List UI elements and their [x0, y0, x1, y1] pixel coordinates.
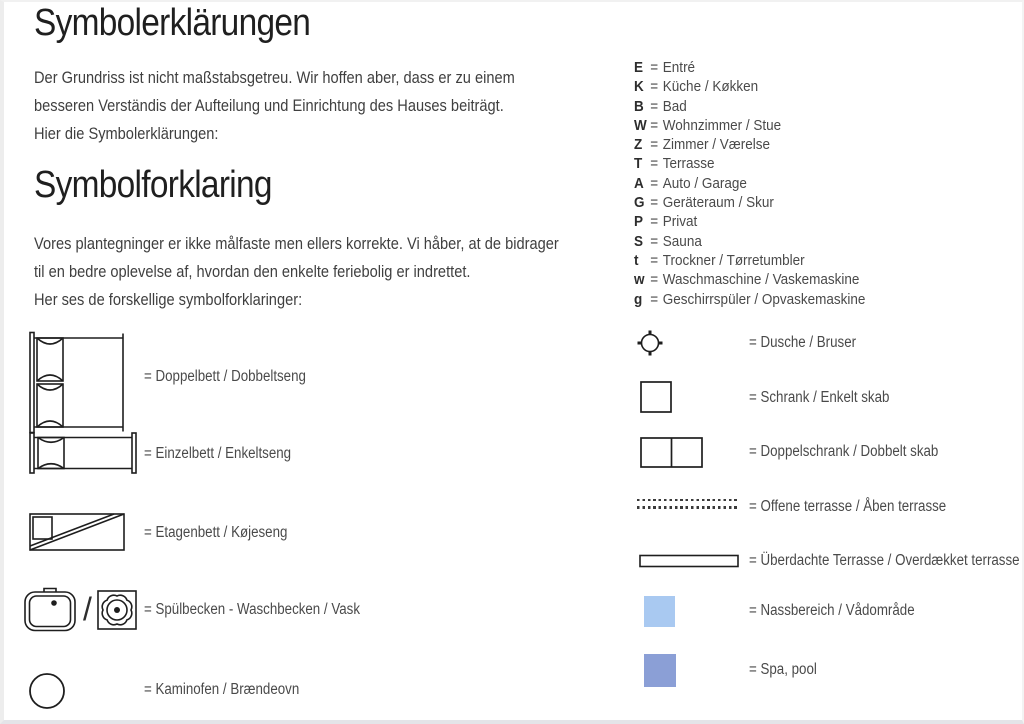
- legend-label: = Kaminofen / Brændeovn: [144, 681, 300, 698]
- equals-sign: =: [650, 194, 659, 212]
- abbreviation-letter: t: [634, 251, 639, 269]
- bunk-bed-icon: [29, 513, 125, 556]
- abbreviation-row: [634, 117, 865, 136]
- legend-label: = Doppelbett / Dobbeltseng: [144, 368, 306, 385]
- legend-label: = Einzelbett / Enkeltseng: [144, 445, 292, 462]
- abbreviation-row: [634, 78, 865, 97]
- equals-sign: =: [650, 97, 659, 115]
- danish-title: Symbolforklaring: [34, 164, 272, 206]
- equals-sign: =: [650, 232, 659, 250]
- covered-terrace-icon: [639, 554, 739, 573]
- abbreviation-desc: Küche / Køkken: [662, 78, 759, 96]
- legend-label: = Offene terrasse / Åben terrasse: [749, 498, 947, 515]
- legend-label: = Überdachte Terrasse / Overdækket terrasse: [749, 552, 1020, 569]
- abbreviation-desc: Geschirrspüler / Opvaskemaskine: [662, 290, 866, 308]
- sink-washbasin-group: [24, 587, 137, 632]
- room-abbreviation-list: [634, 59, 865, 310]
- legend-label: = Doppelschrank / Dobbelt skab: [749, 443, 939, 460]
- abbreviation-row: [634, 194, 865, 213]
- abbreviation-letter: A: [634, 174, 644, 192]
- abbreviation-row: [634, 155, 865, 174]
- wet-area-swatch: [644, 596, 675, 632]
- german-intro-line: Der Grundriss ist nicht maßstabsgetreu. Wir hoffen aber, dass er zu einem: [34, 68, 515, 87]
- abbreviation-row: [634, 271, 865, 290]
- german-intro-paragraph: [34, 64, 515, 148]
- abbreviation-letter: g: [634, 290, 643, 308]
- slash-separator: /: [83, 591, 92, 627]
- abbreviation-letter: T: [634, 155, 643, 173]
- danish-intro-line: Vores plantegninger er ikke målfaste men ellers korrekte. Vi håber, at de bidrager: [34, 234, 559, 253]
- abbreviation-desc: Entré: [662, 59, 696, 76]
- german-title: Symbolerklärungen: [34, 2, 311, 44]
- abbreviation-desc: Terrasse: [662, 155, 715, 173]
- abbreviation-letter: P: [634, 213, 644, 231]
- abbreviation-row: [634, 136, 865, 155]
- german-intro-line: Hier die Symbolerklärungen:: [34, 124, 219, 143]
- equals-sign: =: [650, 213, 659, 231]
- abbreviation-desc: Waschmaschine / Vaskemaskine: [662, 271, 860, 289]
- equals-sign: =: [650, 290, 659, 308]
- abbreviation-letter: E: [634, 59, 644, 76]
- legend-label: = Spülbecken - Waschbecken / Vask: [144, 601, 360, 618]
- abbreviation-letter: G: [634, 194, 645, 212]
- abbreviation-row: [634, 98, 865, 117]
- equals-sign: =: [650, 59, 659, 76]
- legend-label: = Nassbereich / Vådområde: [749, 602, 915, 619]
- abbreviation-desc: Trockner / Tørretumbler: [662, 251, 805, 269]
- spa-pool-swatch: [644, 654, 676, 692]
- legend-label: = Schrank / Enkelt skab: [749, 389, 890, 406]
- kitchen-sink-icon: [24, 587, 76, 632]
- open-terrace-icon: [637, 499, 737, 510]
- single-cabinet-icon: [640, 381, 672, 418]
- abbreviation-letter: B: [634, 97, 644, 115]
- abbreviation-letter: Z: [634, 136, 643, 154]
- equals-sign: =: [650, 174, 659, 192]
- legend-label: = Etagenbett / Køjeseng: [144, 524, 288, 541]
- equals-sign: =: [650, 271, 659, 289]
- equals-sign: =: [650, 155, 659, 173]
- abbreviation-letter: S: [634, 232, 644, 250]
- abbreviation-desc: Geräteraum / Skur: [662, 194, 774, 212]
- shower-icon: [635, 328, 665, 363]
- equals-sign: =: [650, 78, 659, 96]
- danish-intro-line: til en bedre oplevelse af, hvordan den enkelte feriebolig er indrettet.: [34, 262, 471, 281]
- abbreviation-row: [634, 175, 865, 194]
- abbreviation-letter: K: [634, 78, 644, 96]
- german-intro-line: besseren Verständis der Aufteilung und Einrichtung des Hauses beiträgt.: [34, 96, 504, 115]
- abbreviation-desc: Zimmer / Værelse: [662, 136, 771, 154]
- abbreviation-desc: Bad: [662, 97, 687, 115]
- abbreviation-desc: Auto / Garage: [662, 174, 747, 192]
- abbreviation-row: [634, 59, 865, 78]
- single-bed-icon: [29, 432, 137, 479]
- abbreviation-desc: Wohnzimmer / Stue: [662, 116, 782, 134]
- abbreviation-desc: Privat: [662, 213, 698, 231]
- wood-stove-icon: [28, 672, 66, 715]
- abbreviation-letter: w: [634, 271, 645, 289]
- legend-label: = Spa, pool: [749, 661, 817, 678]
- abbreviation-row: [634, 252, 865, 271]
- danish-intro-line: Her ses de forskellige symbolforklaringer:: [34, 290, 303, 309]
- legend-label: = Dusche / Bruser: [749, 334, 857, 351]
- abbreviation-row: [634, 291, 865, 310]
- danish-intro-paragraph: [34, 230, 559, 314]
- equals-sign: =: [650, 116, 659, 134]
- washbasin-icon: [97, 590, 137, 630]
- abbreviation-letter: W: [634, 116, 647, 134]
- double-bed-icon: [29, 331, 127, 439]
- equals-sign: =: [650, 251, 659, 269]
- double-cabinet-icon: [640, 437, 703, 473]
- equals-sign: =: [650, 136, 659, 154]
- abbreviation-row: [634, 213, 865, 232]
- abbreviation-desc: Sauna: [662, 232, 702, 250]
- abbreviation-row: [634, 233, 865, 252]
